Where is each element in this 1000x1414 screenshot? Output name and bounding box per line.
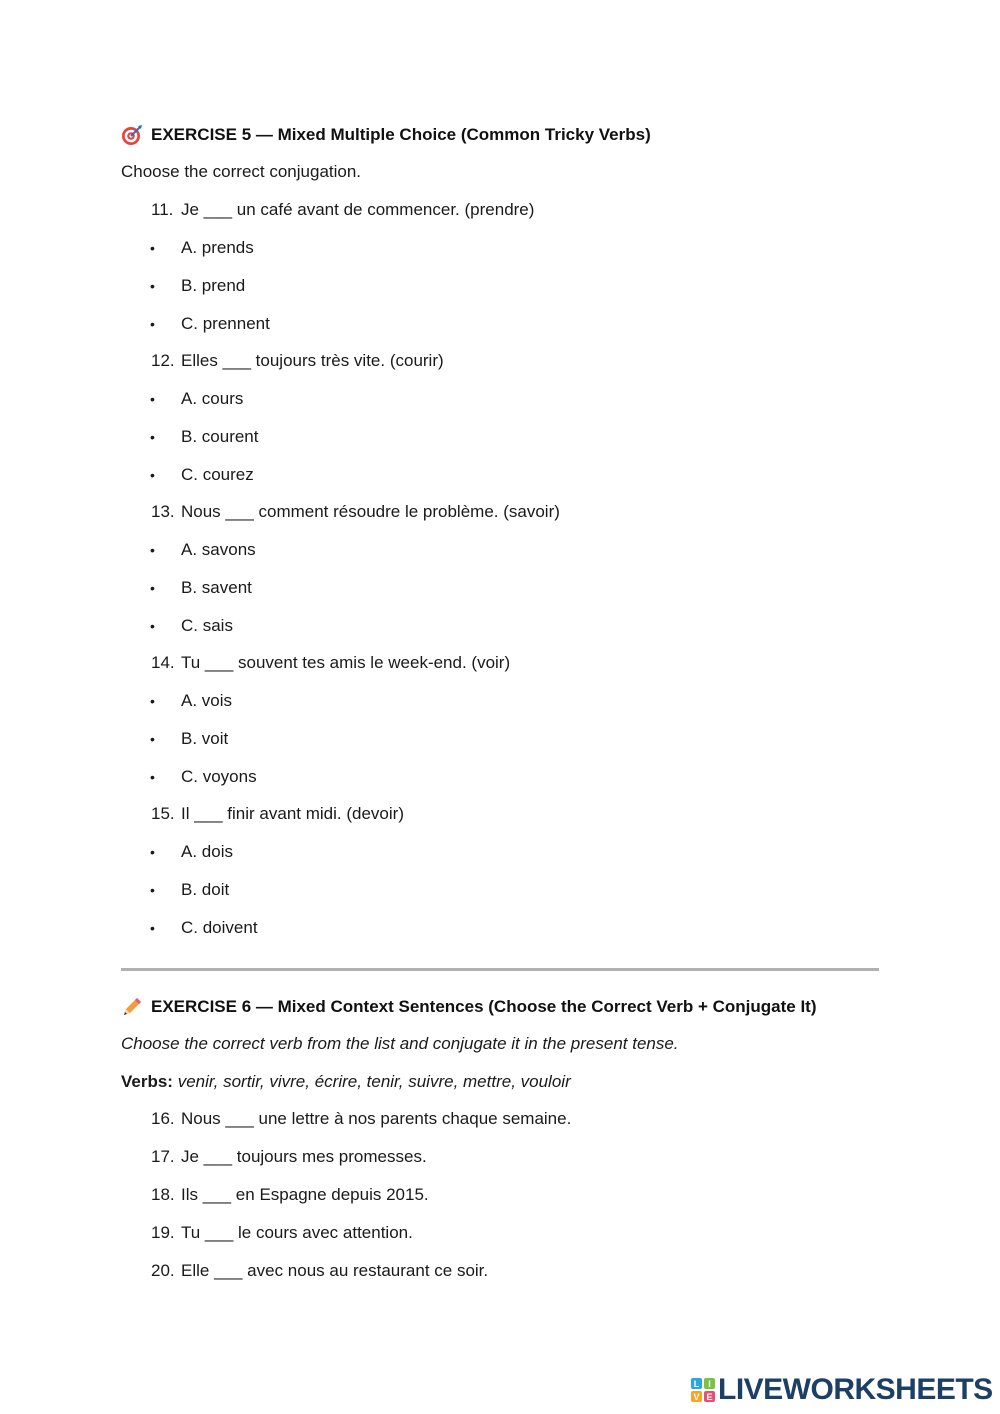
question-text: Nous ___ une lettre à nos parents chaque semaine.	[181, 1109, 572, 1128]
question-number: 13.	[151, 502, 175, 521]
exercise-6-title-text: EXERCISE 6 — Mixed Context Sentences (Choose the Correct Verb + Conjugate It)	[151, 997, 817, 1016]
bullet-icon: •	[150, 618, 155, 634]
bullet-icon: •	[150, 693, 155, 709]
exercise-5-title-text: EXERCISE 5 — Mixed Multiple Choice (Common Tricky Verbs)	[151, 125, 651, 144]
bullet-icon: •	[150, 240, 155, 256]
option-13c[interactable]	[150, 616, 233, 636]
question-number: 16.	[151, 1109, 175, 1128]
logo-grid-icon	[691, 1378, 715, 1402]
liveworksheets-logo	[691, 1373, 993, 1407]
section-divider	[121, 968, 879, 971]
question-number: 17.	[151, 1147, 175, 1166]
logo-text: LIVEWORKSHEETS	[718, 1373, 993, 1406]
option-15a[interactable]	[150, 842, 233, 862]
option-11c[interactable]	[150, 314, 270, 334]
bullet-icon: •	[150, 278, 155, 294]
option-text: A. dois	[181, 842, 233, 861]
verbs-label: Verbs:	[121, 1072, 173, 1091]
question-text: Tu ___ le cours avec attention.	[181, 1223, 413, 1242]
option-text: A. savons	[181, 540, 256, 559]
option-15b[interactable]	[150, 880, 229, 900]
option-text: B. prend	[181, 276, 246, 295]
option-14b[interactable]	[150, 729, 228, 749]
bullet-icon: •	[150, 429, 155, 445]
option-12b[interactable]	[150, 427, 259, 447]
option-text: A. vois	[181, 691, 233, 710]
bullet-icon: •	[150, 769, 155, 785]
question-13	[151, 502, 560, 522]
option-12a[interactable]	[150, 389, 243, 409]
logo-grid-letter: E	[704, 1391, 715, 1402]
question-text: Tu ___ souvent tes amis le week-end. (voir)	[181, 653, 511, 672]
option-text: A. cours	[181, 389, 244, 408]
option-text: B. savent	[181, 578, 252, 597]
question-number: 14.	[151, 653, 175, 672]
option-14c[interactable]	[150, 767, 257, 787]
question-12	[151, 351, 444, 371]
exercise-5-title	[121, 124, 651, 146]
bullet-icon: •	[150, 731, 155, 747]
exercise-6-instruction: Choose the correct verb from the list and conjugate it in the present tense.	[121, 1034, 679, 1053]
bullet-icon: •	[150, 542, 155, 558]
question-18	[151, 1185, 429, 1205]
question-number: 20.	[151, 1261, 175, 1280]
question-text: Je ___ toujours mes promesses.	[181, 1147, 427, 1166]
option-text: C. courez	[181, 465, 254, 484]
bullet-icon: •	[150, 920, 155, 936]
bullet-icon: •	[150, 467, 155, 483]
question-19	[151, 1223, 413, 1243]
bullet-icon: •	[150, 316, 155, 332]
logo-grid-letter: V	[691, 1391, 702, 1402]
option-12c[interactable]	[150, 465, 254, 485]
exercise-5-instruction: Choose the correct conjugation.	[121, 162, 362, 181]
question-number: 19.	[151, 1223, 175, 1242]
verbs-list: venir, sortir, vivre, écrire, tenir, suivre, mettre, vouloir	[177, 1072, 571, 1091]
bullet-icon: •	[150, 580, 155, 596]
question-14	[151, 653, 510, 673]
option-13b[interactable]	[150, 578, 252, 598]
question-17	[151, 1147, 427, 1167]
question-16	[151, 1109, 571, 1129]
option-text: C. doivent	[181, 918, 258, 937]
option-text: C. prennent	[181, 314, 270, 333]
verbs-list-line	[121, 1072, 571, 1092]
option-text: C. voyons	[181, 767, 257, 786]
option-text: B. voit	[181, 729, 229, 748]
question-number: 11.	[151, 200, 174, 219]
option-text: C. sais	[181, 616, 233, 635]
exercise-6-title	[121, 996, 817, 1018]
option-text: B. courent	[181, 427, 259, 446]
bullet-icon: •	[150, 844, 155, 860]
logo-grid-letter: L	[691, 1378, 702, 1389]
option-text: B. doit	[181, 880, 230, 899]
question-text: Elle ___ avec nous au restaurant ce soir.	[181, 1261, 489, 1280]
question-number: 15.	[151, 804, 175, 823]
question-15	[151, 804, 404, 824]
option-11a[interactable]	[150, 238, 254, 258]
option-11b[interactable]	[150, 276, 245, 296]
question-number: 12.	[151, 351, 175, 370]
question-text: Elles ___ toujours très vite. (courir)	[181, 351, 444, 370]
question-text: Ils ___ en Espagne depuis 2015.	[181, 1185, 429, 1204]
logo-grid-letter: I	[704, 1378, 715, 1389]
question-text: Je ___ un café avant de commencer. (prendre)	[181, 200, 535, 219]
option-text: A. prends	[181, 238, 254, 257]
option-15c[interactable]	[150, 918, 258, 938]
question-20	[151, 1261, 488, 1281]
question-text: Nous ___ comment résoudre le problème. (savoir)	[181, 502, 560, 521]
bullet-icon: •	[150, 391, 155, 407]
question-text: Il ___ finir avant midi. (devoir)	[181, 804, 404, 823]
target-icon	[121, 124, 143, 146]
question-11	[151, 200, 534, 220]
question-number: 18.	[151, 1185, 175, 1204]
bullet-icon: •	[150, 882, 155, 898]
pencil-icon	[121, 996, 143, 1018]
option-14a[interactable]	[150, 691, 232, 711]
option-13a[interactable]	[150, 540, 256, 560]
